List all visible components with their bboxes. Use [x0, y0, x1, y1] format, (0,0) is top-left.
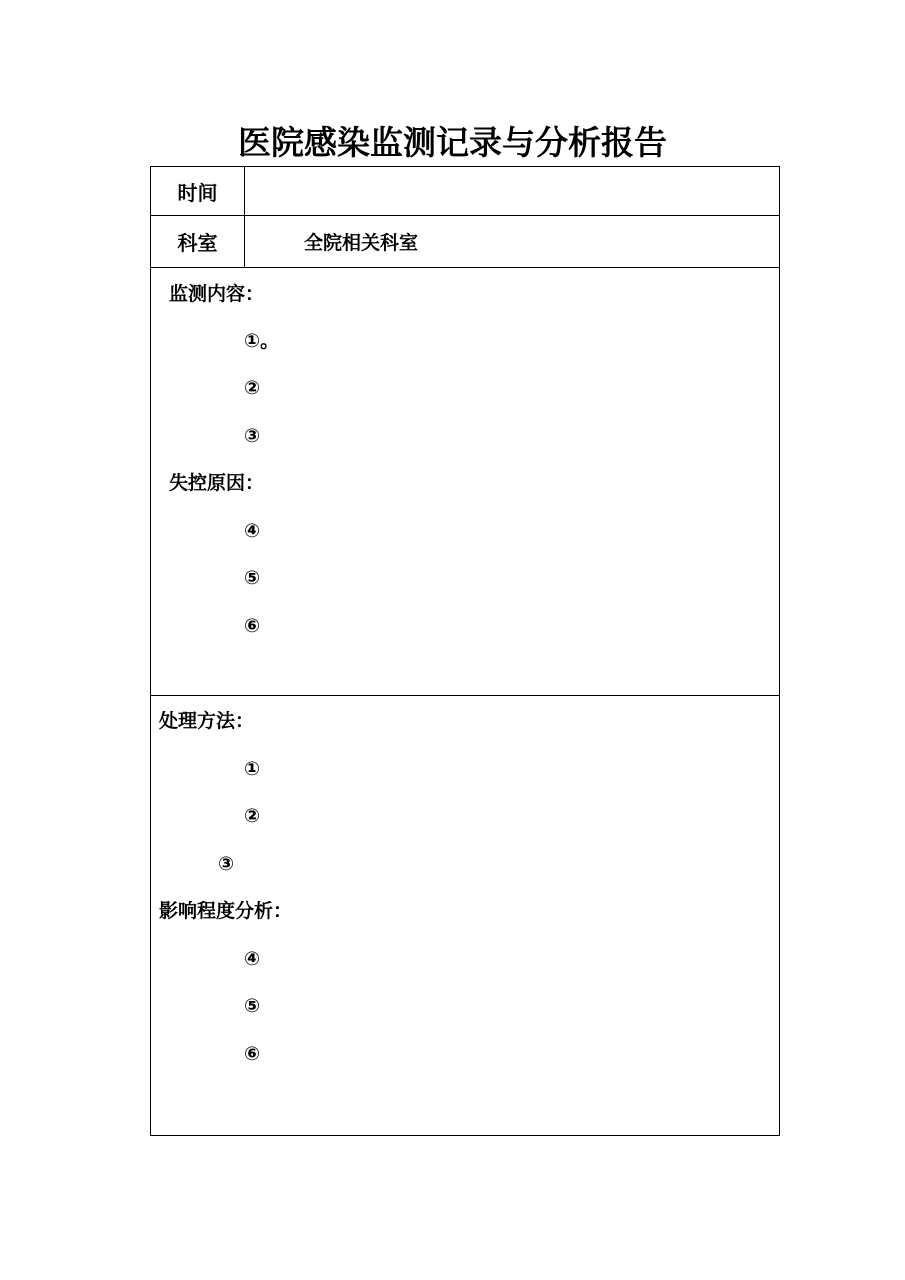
handling-section: [151, 696, 779, 1135]
department-value[interactable]: 全院相关科室: [304, 232, 419, 254]
cause-heading: 失控原因：: [169, 472, 265, 494]
impact-item-5: ⑤: [244, 995, 261, 1017]
handling-item-1: ①: [244, 758, 261, 780]
impact-heading: 影响程度分析：: [159, 900, 293, 922]
monitoring-heading: 监测内容：: [169, 283, 265, 305]
monitoring-item-1: ①。: [244, 330, 280, 352]
monitoring-item-2: ②: [244, 377, 261, 399]
handling-item-2: ②: [244, 805, 261, 827]
cause-item-6: ⑥: [244, 615, 261, 637]
handling-item-3: ③: [218, 853, 235, 875]
department-label: 科室: [151, 216, 245, 267]
handling-heading: 处理方法：: [159, 710, 255, 732]
time-row: [151, 167, 779, 216]
time-value[interactable]: [245, 167, 779, 215]
cause-item-5: ⑤: [244, 567, 261, 589]
time-label: 时间: [151, 167, 245, 215]
impact-item-4: ④: [244, 948, 261, 970]
department-row: [151, 216, 779, 268]
document-title: 医院感染监测记录与分析报告: [238, 123, 667, 162]
monitoring-section: [151, 268, 779, 696]
cause-item-4: ④: [244, 520, 261, 542]
impact-item-6: ⑥: [244, 1043, 261, 1065]
monitoring-item-3: ③: [244, 425, 261, 447]
report-form: [150, 166, 780, 1136]
